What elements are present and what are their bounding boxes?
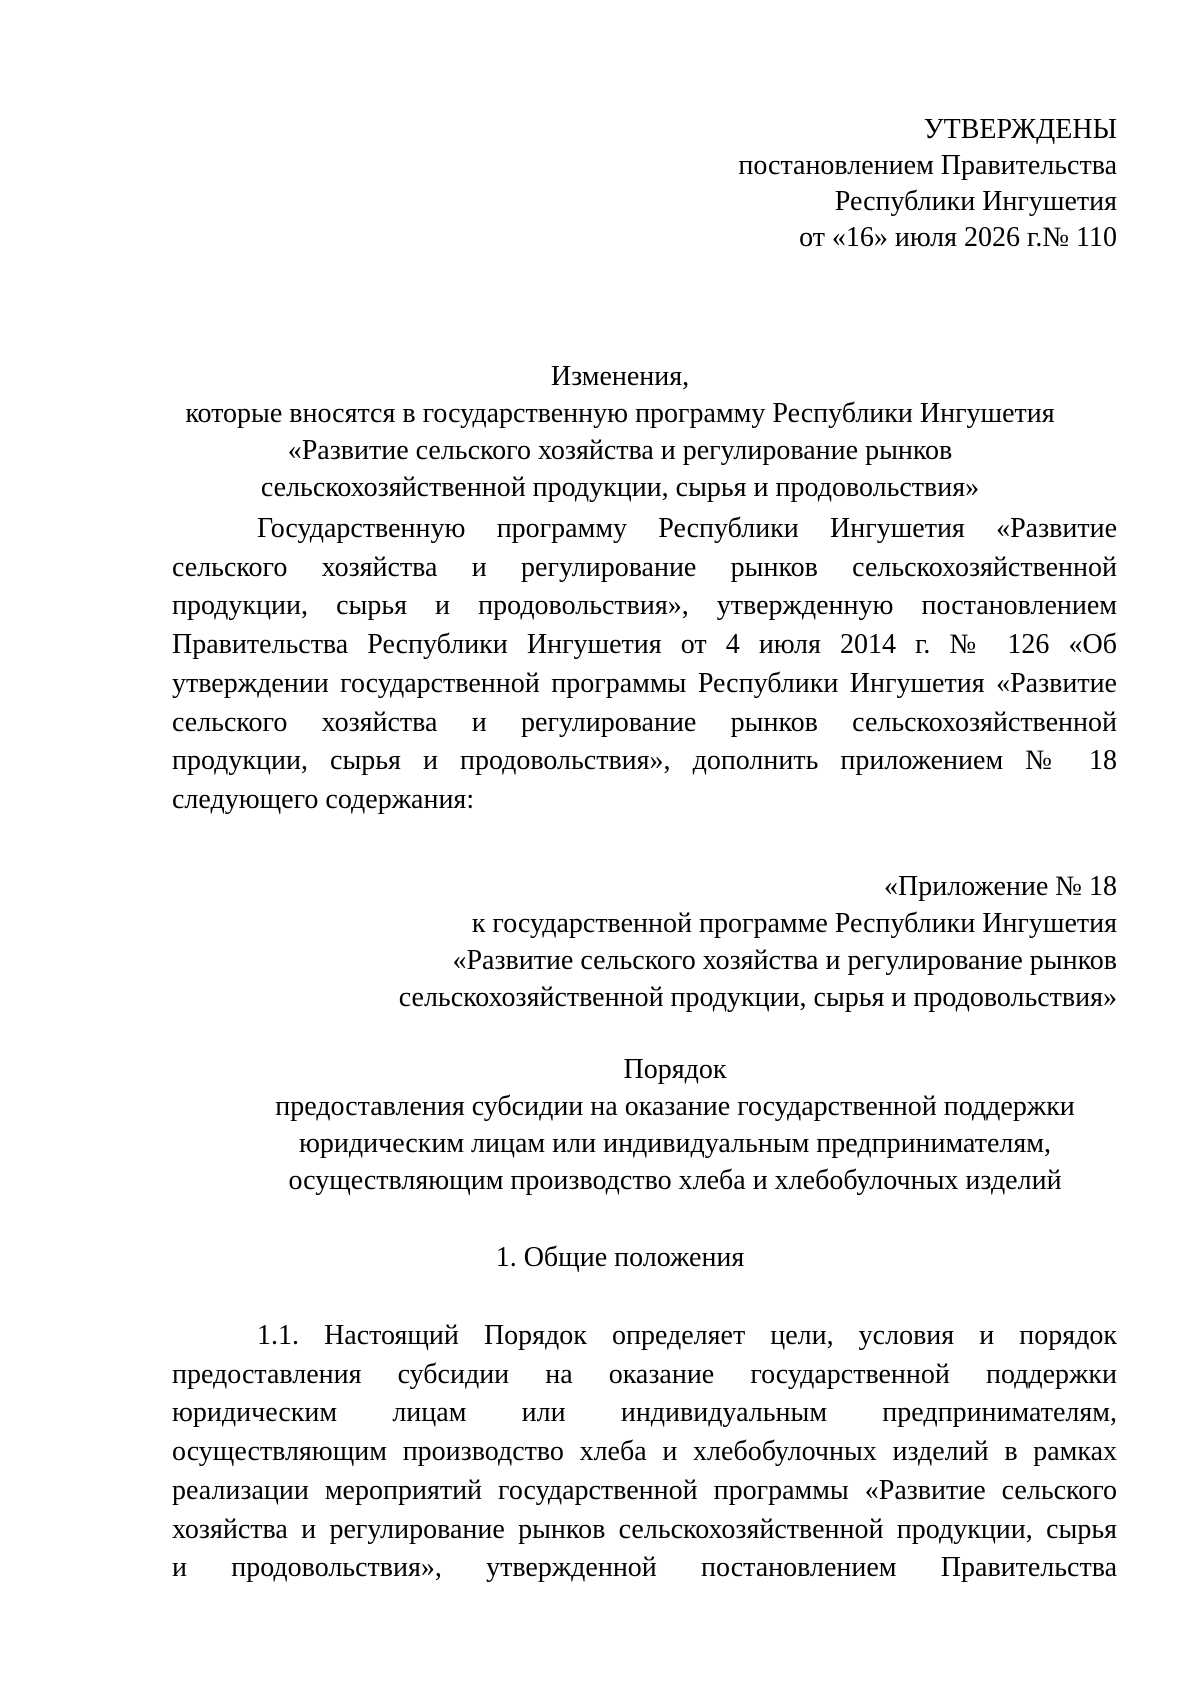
changes-subtitle-line: сельскохозяйственной продукции, сырья и продовольствия» (260, 472, 980, 503)
paragraph-line: Государственную программу Республики Ингушетия «Развитие (257, 513, 1117, 544)
order-heading (205, 1051, 1145, 1199)
changes-subtitle-line: которые вносятся в государственную программу Республики Ингушетия (185, 398, 1055, 429)
appendix-header (399, 868, 1117, 1016)
section-title: 1. Общие положения (495, 1242, 745, 1273)
appendix-title: «Приложение № 18 (884, 871, 1117, 902)
order-subtitle-line: осуществляющим производство хлеба и хлебобулочных изделий (288, 1165, 1062, 1196)
approval-date-number: от «16» июля 2026 г.№ 110 (799, 222, 1117, 253)
paragraph-line: сельского хозяйства и регулирование рынков сельскохозяйственной (172, 551, 1117, 583)
order-subtitle-line: юридическим лицам или индивидуальным предпринимателям, (298, 1128, 1051, 1159)
appendix-line: к государственной программе Республики Ингушетия (471, 908, 1117, 939)
changes-title: Изменения, (550, 361, 690, 392)
approval-title: УТВЕРЖДЕНЫ (923, 114, 1117, 145)
changes-heading (120, 358, 1120, 506)
appendix-line: «Развитие сельского хозяйства и регулирование рынков (452, 945, 1117, 976)
paragraph-line: продукции, сырья и продовольствия», дополнить приложением № 18 (172, 745, 1117, 777)
paragraph-line: продукции, сырья и продовольствия», утвержденную постановлением (172, 590, 1117, 622)
paragraph-line: Правительства Республики Ингушетия от 4 июля 2014 г. № 126 «Об (172, 629, 1117, 661)
paragraph-line: предоставления субсидии на оказание государственной поддержки (172, 1358, 1117, 1390)
order-subtitle-line: предоставления субсидии на оказание государственной поддержки (275, 1091, 1075, 1122)
approval-line: Республики Ингушетия (834, 186, 1117, 217)
paragraph-line: осуществляющим производство хлеба и хлебобулочных изделий в рамках (172, 1436, 1117, 1468)
paragraph-line: юридическим лицам или индивидуальным предпринимателям, (172, 1397, 1117, 1429)
paragraph-line: сельского хозяйства и регулирование рынков сельскохозяйственной (172, 706, 1117, 738)
paragraph-line: 1.1. Настоящий Порядок определяет цели, условия и порядок (257, 1320, 1117, 1351)
main-paragraph (172, 510, 1117, 820)
paragraph-line: утверждении государственной программы Республики Ингушетия «Развитие (172, 667, 1117, 699)
paragraph-line: следующего содержания: (172, 783, 475, 815)
approval-stamp (738, 112, 1117, 256)
paragraph-line: хозяйства и регулирование рынков сельскохозяйственной продукции, сырья (172, 1513, 1117, 1545)
paragraph-line: реализации мероприятий государственной программы «Развитие сельского (172, 1474, 1117, 1506)
changes-subtitle-line: «Развитие сельского хозяйства и регулирование рынков (287, 435, 953, 466)
order-title: Порядок (623, 1054, 727, 1085)
appendix-line: сельскохозяйственной продукции, сырья и продовольствия» (398, 982, 1117, 1013)
paragraph-1-1 (172, 1317, 1117, 1588)
approval-line: постановлением Правительства (738, 150, 1117, 181)
paragraph-line: и продовольствия», утвержденной постановлением Правительства (172, 1552, 1117, 1584)
